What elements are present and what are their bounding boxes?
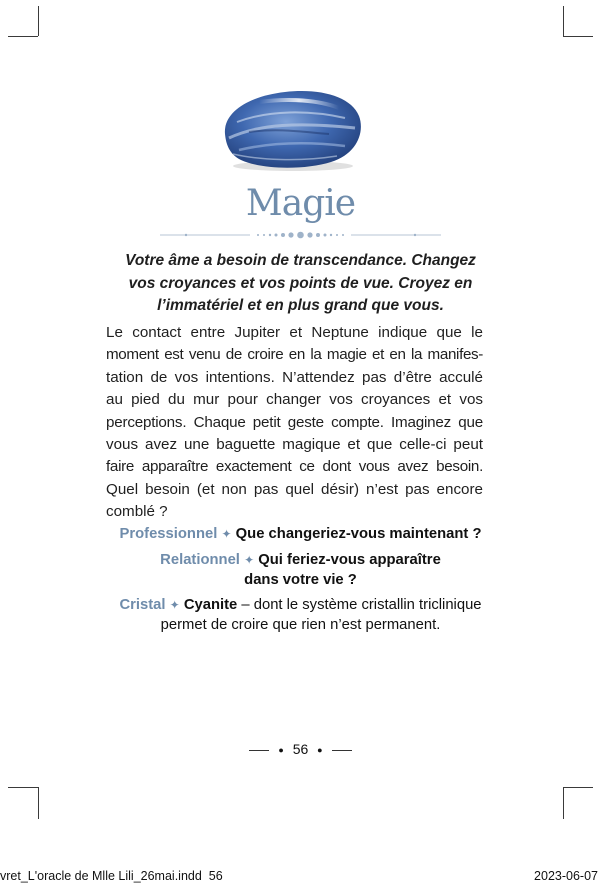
intro-line: l’immatériel et en plus grand que vous. <box>157 297 444 314</box>
page-number-value: 56 <box>292 741 309 757</box>
crop-mark-top-left-v <box>38 6 39 36</box>
crop-mark-bottom-left-h <box>8 787 38 788</box>
bullet-dot-icon: ● <box>278 745 284 756</box>
print-slug-filename <box>0 869 223 883</box>
relational-question-text: Qui feriez-vous apparaître <box>258 552 441 568</box>
crop-mark-bottom-right-h <box>563 787 593 788</box>
page-number <box>0 741 601 757</box>
crop-mark-bottom-left-v <box>38 787 39 819</box>
body-line: moment est venu de croire en la magie et en la manifes- <box>106 346 483 364</box>
body-line: Le contact entre Jupiter et Neptune indique que le <box>106 324 483 341</box>
body-line: vous avez une baguette magique et que celle-ci peut <box>106 436 483 454</box>
body-line: perceptions. Chaque petit geste compte. Imaginez que <box>106 413 483 431</box>
crystal-description: – dont le système cristallin triclinique <box>237 597 482 613</box>
crop-mark-top-right-v <box>563 6 564 36</box>
crystal-name: Cyanite <box>183 597 238 613</box>
intro-line: Votre âme a besoin de transcendance. Changez <box>125 252 476 269</box>
body-line: tation de vos intentions. N’attendez pas d’être acculé <box>106 368 483 386</box>
four-point-star-icon: ✦ <box>221 527 232 541</box>
body-line: au pied du mur pour changer vos croyances et vos <box>106 391 483 409</box>
crop-mark-bottom-right-v <box>563 787 564 819</box>
intro-line: vos croyances et vos points de vue. Croyez en <box>128 274 473 292</box>
professional-label: Professionnel <box>119 526 218 542</box>
ornamental-divider <box>150 228 451 242</box>
crystal-description-line2: permet de croire que rien n’est permanent. <box>160 617 441 633</box>
relational-question-text-line2: dans votre vie ? <box>244 572 357 588</box>
professional-question-text: Que changeriez-vous maintenant ? <box>235 526 482 542</box>
print-slug-date: 2023-06-07 <box>534 869 598 883</box>
intro-text <box>107 250 494 318</box>
four-point-star-icon: ✦ <box>244 553 255 567</box>
four-point-star-icon: ✦ <box>169 598 180 612</box>
bullet-dot-icon: ● <box>317 745 323 756</box>
crystal-info <box>100 595 501 635</box>
body-paragraph <box>106 322 483 524</box>
slug-page: 56 <box>208 869 223 883</box>
crop-mark-top-left-h <box>8 36 38 37</box>
body-line: faire apparaître exactement ce dont vous avez besoin. <box>106 458 483 476</box>
slug-filename: vret_L'oracle de Mlle Lili_26mai.indd <box>0 869 202 883</box>
relational-label: Relationnel <box>160 552 240 568</box>
page-title: Magie <box>245 183 356 224</box>
kyanite-stone-image <box>219 82 365 174</box>
divider-line <box>332 750 352 751</box>
body-line: Quel besoin (et non pas quel désir) n’est pas encore <box>106 480 483 498</box>
body-line: comblé ? <box>106 503 168 521</box>
relational-question <box>100 550 501 590</box>
divider-line <box>249 750 269 751</box>
crystal-label: Cristal <box>119 597 166 613</box>
crop-mark-top-right-h <box>563 36 593 37</box>
professional-question <box>100 524 501 544</box>
